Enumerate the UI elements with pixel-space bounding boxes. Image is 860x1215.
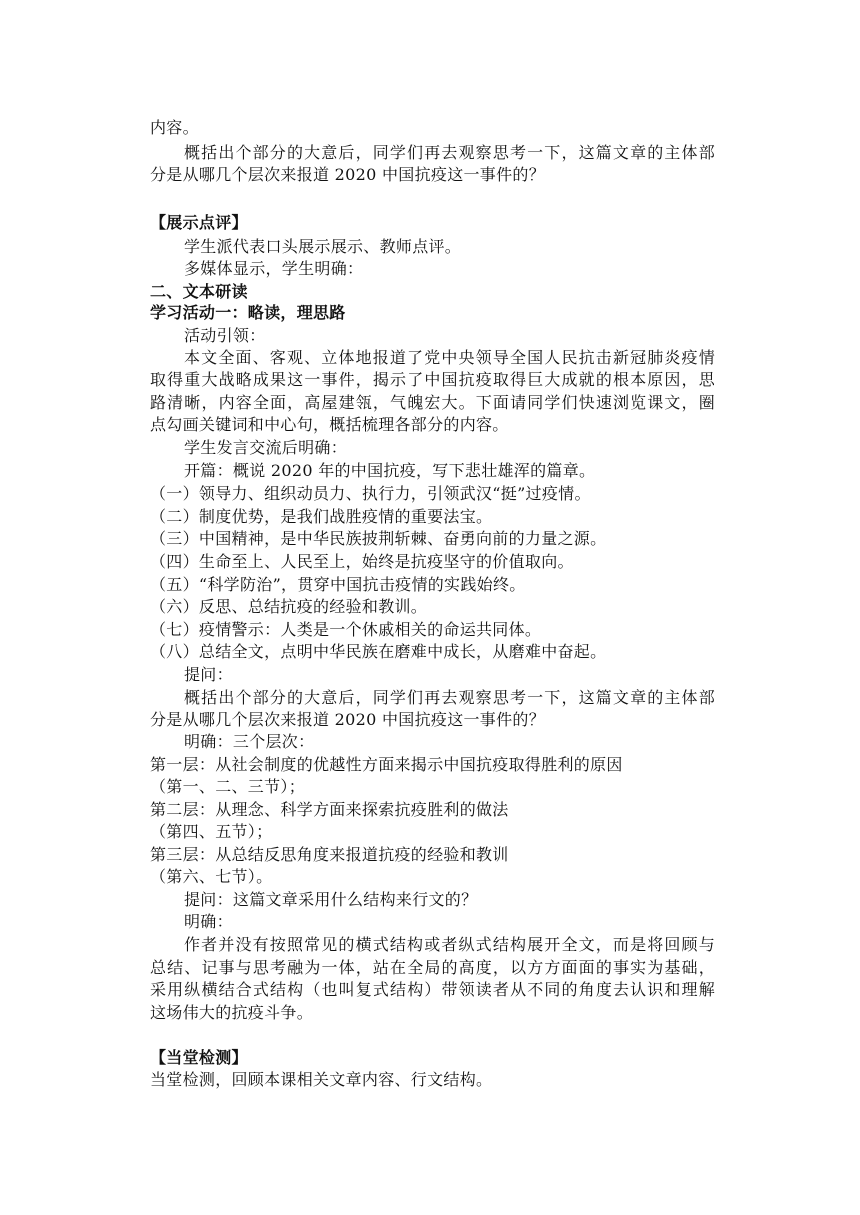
paragraph-line: 学生发言交流后明确： xyxy=(184,438,348,457)
list-item: （三）中国精神，是中华民族披荆斩棘、奋勇向前的力量之源。 xyxy=(150,529,607,548)
paragraph-line: 点勾画关键词和中心句，概括梳理各部分的内容。 xyxy=(150,415,509,434)
activity-heading: 学习活动一：略读，理思路 xyxy=(150,303,346,322)
list-item: （七）疫情警示：人类是一个休戚相关的命运共同体。 xyxy=(150,620,542,639)
paragraph-line: 分是从哪几个层次来报道 2020 中国抗疫这一事件的？ xyxy=(150,710,545,729)
paragraph-line: 明确： xyxy=(184,912,233,931)
paragraph-line: 开篇：概说 2020 年的中国抗疫，写下悲壮雄浑的篇章。 xyxy=(184,461,596,480)
paragraph-line: 明确：三个层次： xyxy=(184,732,315,751)
paragraph-line: 第一层：从社会制度的优越性方面来揭示中国抗疫取得胜利的原因 xyxy=(150,755,623,774)
paragraph-line: （第一、二、三节）； xyxy=(150,777,306,796)
list-item: （四）生命至上、人民至上，始终是抗疫坚守的价值取向。 xyxy=(150,552,574,571)
list-item: （二）制度优势，是我们战胜疫情的重要法宝。 xyxy=(150,507,493,526)
paragraph-line: 概括出个部分的大意后，同学们再去观察思考一下，这篇文章的主体部 xyxy=(184,688,715,707)
paragraph-line: 当堂检测，回顾本课相关文章内容、行文结构。 xyxy=(150,1070,493,1089)
paragraph-line: 取得重大战略成果这一事件，揭示了中国抗疫取得巨大成就的根本原因，思 xyxy=(150,370,715,389)
paragraph-line: 第二层：从理念、科学方面来探索抗疫胜利的做法 xyxy=(150,800,509,819)
paragraph-line: 路清晰，内容全面，高屋建瓴，气魄宏大。下面请同学们快速浏览课文，圈 xyxy=(150,393,715,412)
paragraph-line: 总结、记事与思考融为一体，站在全局的高度，以方方面面的事实为基础， xyxy=(150,958,715,977)
paragraph-line: 采用纵横结合式结构（也叫复式结构）带领读者从不同的角度去认识和理解 xyxy=(150,980,715,999)
paragraph-line: 本文全面、客观、立体地报道了党中央领导全国人民抗击新冠肺炎疫情 xyxy=(184,348,715,367)
paragraph-line: 这场伟大的抗疫斗争。 xyxy=(150,1003,314,1022)
paragraph-line: 多媒体显示，学生明确： xyxy=(184,259,364,278)
section-heading: 二、文本研读 xyxy=(150,282,248,301)
paragraph-line: 活动引领： xyxy=(184,326,266,345)
paragraph-line: 作者并没有按照常见的横式结构或者纵式结构展开全文，而是将回顾与 xyxy=(184,935,715,954)
paragraph-line: 概括出个部分的大意后，同学们再去观察思考一下，这篇文章的主体部 xyxy=(184,143,715,162)
list-item: （一）领导力、组织动员力、执行力，引领武汉“挺”过疫情。 xyxy=(150,484,591,503)
paragraph-line: 学生派代表口头展示展示、教师点评。 xyxy=(184,237,462,256)
list-item: （五）“科学防治”，贯穿中国抗击疫情的实践始终。 xyxy=(150,575,526,594)
paragraph-line: 提问： xyxy=(184,665,233,684)
paragraph-line: 分是从哪几个层次来报道 2020 中国抗疫这一事件的？ xyxy=(150,165,545,184)
section-heading: 【当堂检测】 xyxy=(150,1048,248,1067)
list-item: （六）反思、总结抗疫的经验和教训。 xyxy=(150,597,428,616)
paragraph-line: 第三层：从总结反思角度来报道抗疫的经验和教训 xyxy=(150,845,509,864)
section-heading: 【展示点评】 xyxy=(150,213,248,232)
paragraph-line: （第六、七节）。 xyxy=(150,867,273,886)
paragraph-line: 提问：这篇文章采用什么结构来行文的？ xyxy=(184,890,478,909)
list-item: （八）总结全文，点明中华民族在磨难中成长，从磨难中奋起。 xyxy=(150,642,607,661)
paragraph-line: （第四、五节）； xyxy=(150,822,273,841)
paragraph-line: 内容。 xyxy=(150,118,199,137)
